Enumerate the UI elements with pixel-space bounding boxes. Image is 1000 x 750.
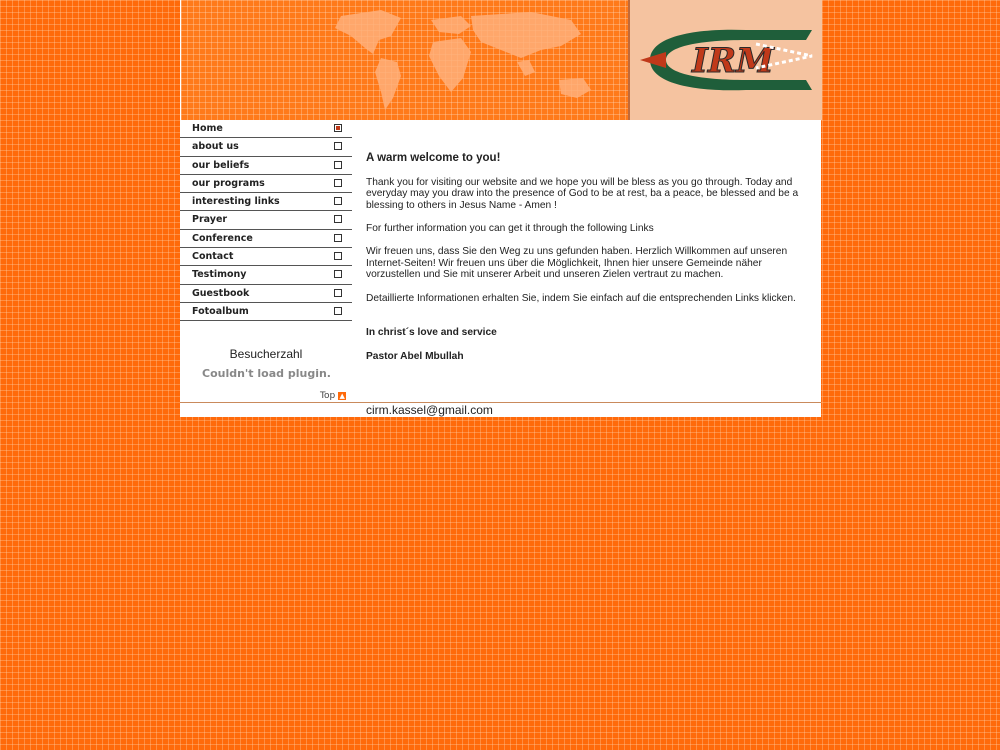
nav-active-box-icon xyxy=(334,124,342,132)
nav-item-label: Home xyxy=(192,123,223,134)
signature-text: Pastor Abel Mbullah xyxy=(366,350,464,362)
nav-item-our-beliefs[interactable] xyxy=(180,157,352,175)
nav-item-label: Fotoalbum xyxy=(192,305,249,317)
plugin-error-text: Couldn't load plugin. xyxy=(202,367,331,380)
nav-box-icon xyxy=(334,179,342,187)
header-banner xyxy=(180,0,821,120)
nav-item-label: Prayer xyxy=(192,214,228,226)
plugin-error-message xyxy=(202,367,331,380)
nav-box-icon xyxy=(334,142,342,150)
nav-item-label: interesting links xyxy=(192,196,280,208)
nav-item-label: Conference xyxy=(192,232,253,244)
visitor-counter-label: Besucherzahl xyxy=(229,347,303,361)
info-paragraph-en: For further information you can get it through the following Links xyxy=(366,222,654,234)
nav-item-our-programs[interactable] xyxy=(180,175,352,193)
nav-box-icon xyxy=(334,161,342,169)
page-title: A warm welcome to you! xyxy=(366,152,501,164)
nav-box-icon xyxy=(334,252,342,260)
nav-item-interesting-links[interactable] xyxy=(180,193,352,211)
nav-box-icon xyxy=(334,197,342,205)
welcome-text-block xyxy=(366,153,806,374)
nav-item-about-us[interactable] xyxy=(180,138,352,156)
closing-text: In christ´s love and service xyxy=(366,327,497,339)
nav-box-icon xyxy=(334,307,342,315)
main-content xyxy=(352,120,821,403)
top-link-label: Top xyxy=(320,391,336,401)
site-container xyxy=(180,0,821,417)
nav-item-label: Testimony xyxy=(192,269,247,281)
nav-item-label: Guestbook xyxy=(192,287,250,299)
nav-box-icon xyxy=(334,234,342,242)
info-paragraph-de: Detaillierte Informationen erhalten Sie, indem Sie einfach auf die entsprechenden Links klicken. xyxy=(366,292,796,304)
welcome-paragraph-en: Thank you for visiting our website and we hope you will be bless as you go through. Today and everyday may you draw into the presence of God to be at rest, ba a peace, be blessed and be a blessing to others in Jesus Name - Amen ! xyxy=(366,176,799,211)
sidebar-nav xyxy=(180,120,352,403)
nav-item-guestbook[interactable] xyxy=(180,285,352,303)
contact-email-link[interactable]: cirm.kassel@gmail.com xyxy=(366,403,493,417)
nav-item-conference[interactable] xyxy=(180,230,352,248)
nav-item-home[interactable] xyxy=(180,120,352,138)
nav-item-label: our beliefs xyxy=(192,159,250,171)
svg-text:IRM: IRM xyxy=(692,41,774,81)
nav-item-fotoalbum[interactable] xyxy=(180,303,352,321)
welcome-paragraph-de: Wir freuen uns, dass Sie den Weg zu uns gefunden haben. Herzlich Willkommen auf unseren Internet-Seiten! Wir freuen uns über die Möglichkeit, Ihnen hier unsere Gemeinde näher vorzustellen und Sie mit unserer Arbeit und unseren Zielen vertraut zu machen. xyxy=(366,246,788,281)
nav-box-icon xyxy=(334,270,342,278)
nav-item-testimony[interactable] xyxy=(180,266,352,284)
back-to-top-link[interactable] xyxy=(320,391,346,401)
logo[interactable] xyxy=(628,0,822,120)
nav-item-label: about us xyxy=(192,141,239,153)
nav-box-icon xyxy=(334,289,342,297)
footer xyxy=(180,402,821,417)
nav-item-label: Contact xyxy=(192,251,234,263)
arrow-up-icon: ▲ xyxy=(339,391,345,400)
nav-item-label: our programs xyxy=(192,177,265,189)
nav-item-prayer[interactable] xyxy=(180,211,352,229)
cirm-logo-icon xyxy=(636,22,818,98)
nav-box-icon xyxy=(334,215,342,223)
nav-item-contact[interactable] xyxy=(180,248,352,266)
world-map-image xyxy=(321,6,631,118)
